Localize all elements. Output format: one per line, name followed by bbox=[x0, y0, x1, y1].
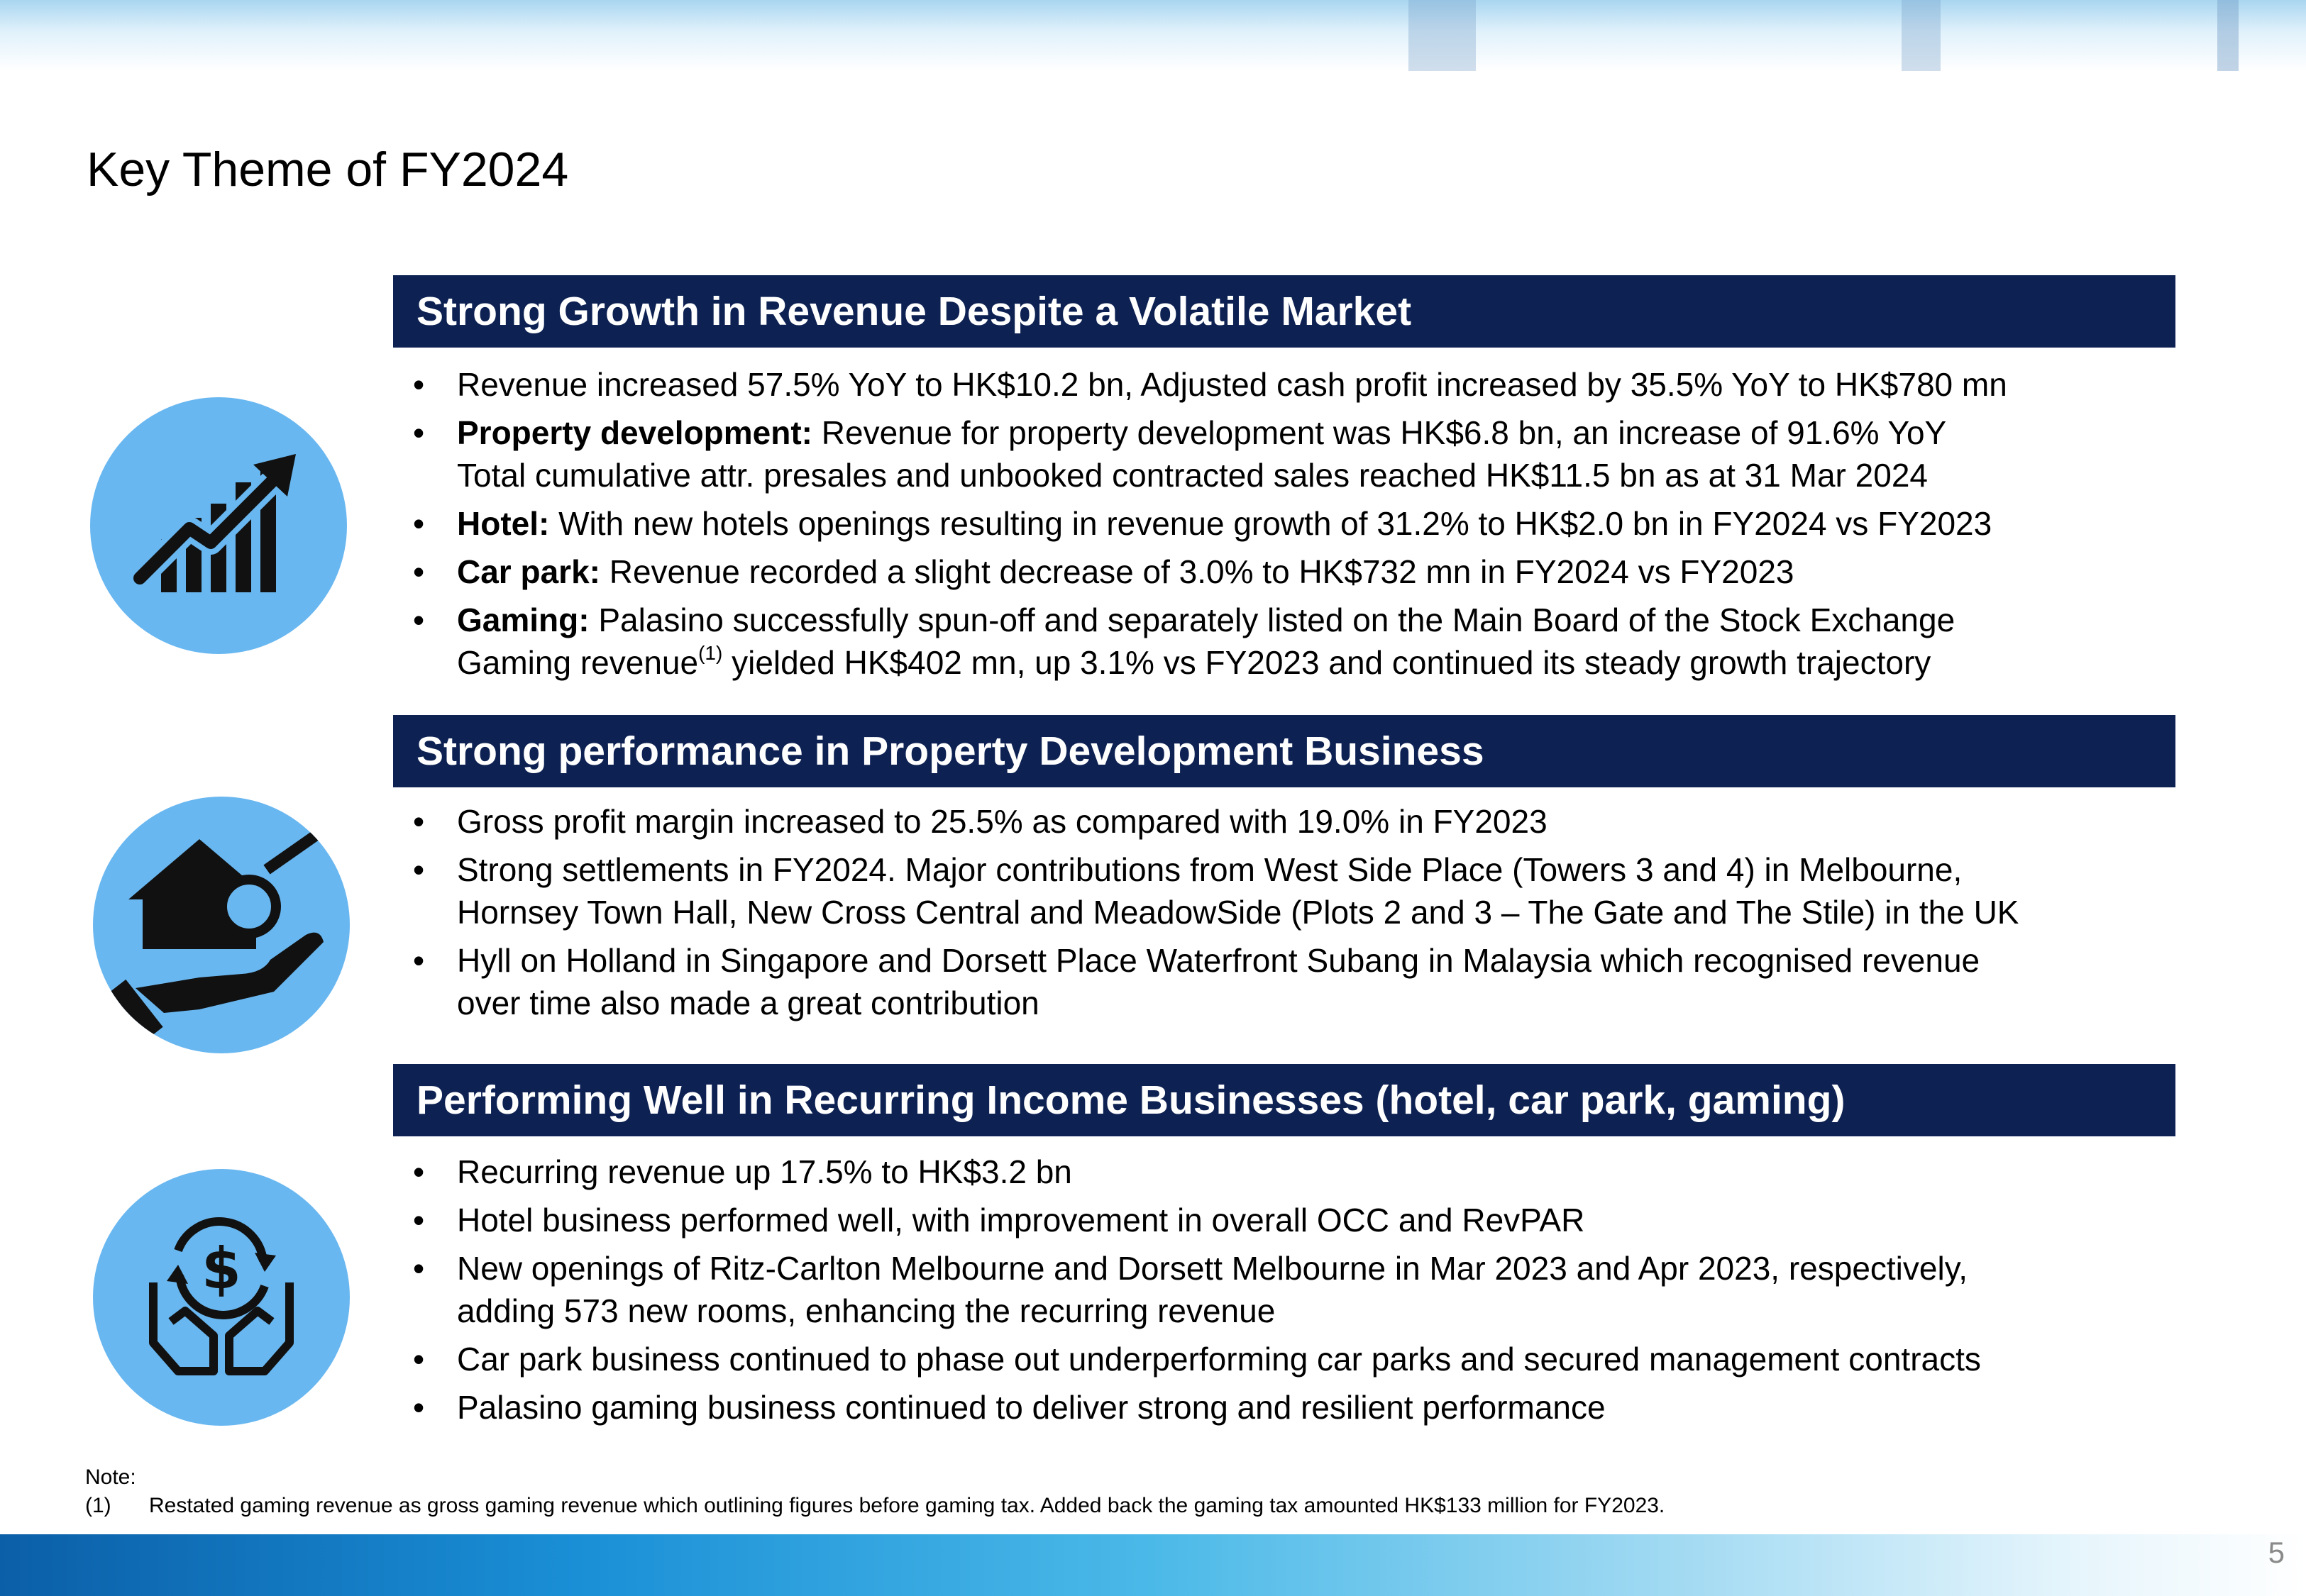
top-decorative-band bbox=[0, 0, 2306, 71]
bullet-list-revenue bbox=[412, 363, 2200, 689]
bullet-text: Palasino successfully spun-off and separately listed on the Main Board of the Stock Exchange bbox=[589, 602, 1955, 638]
svg-text:$: $ bbox=[202, 1236, 241, 1302]
bullet-text: Recurring revenue up 17.5% to HK$3.2 bn bbox=[457, 1153, 1072, 1190]
bullet-text: Revenue recorded a slight decrease of 3.0% to HK$732 mn in FY2024 vs FY2023 bbox=[600, 553, 1794, 590]
section-header-revenue: Strong Growth in Revenue Despite a Volatile Market bbox=[393, 275, 2175, 348]
bullet-text: With new hotels openings resulting in revenue growth of 31.2% to HK$2.0 bn in FY2024 vs FY2023 bbox=[549, 505, 1992, 542]
note-heading: Note: bbox=[85, 1465, 136, 1489]
growth-chart-icon bbox=[90, 397, 347, 654]
recurring-income-hands-icon bbox=[93, 1169, 350, 1426]
bullet-label: Hotel: bbox=[457, 505, 550, 542]
house-key-hand-icon bbox=[93, 797, 350, 1053]
bullet-item bbox=[412, 502, 2200, 545]
bullet-label: Gaming: bbox=[457, 602, 590, 638]
bullet-item bbox=[412, 1386, 2200, 1429]
bullet-item bbox=[412, 1247, 2200, 1332]
band-block bbox=[1408, 0, 1476, 71]
footnote-ref: (1) bbox=[698, 642, 723, 664]
bullet-text: Gross profit margin increased to 25.5% as compared with 19.0% in FY2023 bbox=[457, 803, 1548, 840]
footnote-block bbox=[85, 1463, 1665, 1517]
bullet-label: Car park: bbox=[457, 553, 600, 590]
page-title: Key Theme of FY2024 bbox=[87, 143, 569, 196]
bullet-text: Car park business continued to phase out underperforming car parks and secured management contracts bbox=[457, 1341, 1981, 1378]
house-key-hand-svg bbox=[93, 797, 350, 1053]
bullet-item bbox=[412, 411, 2200, 497]
page-number: 5 bbox=[2268, 1536, 2285, 1569]
bullet-text: Revenue for property development was HK$6.8 bn, an increase of 91.6% YoY bbox=[812, 414, 1947, 451]
bullet-item bbox=[412, 363, 2200, 406]
growth-chart-svg bbox=[90, 397, 347, 654]
bullet-text: Hyll on Holland in Singapore and Dorsett Place Waterfront Subang in Malaysia which recognised revenue bbox=[457, 942, 1980, 979]
bullet-text-continued: adding 573 new rooms, enhancing the recurring revenue bbox=[457, 1292, 1276, 1329]
bullet-list-property bbox=[412, 800, 2200, 1030]
recurring-income-svg bbox=[93, 1169, 350, 1426]
bullet-item bbox=[412, 1151, 2200, 1193]
bullet-label: Property development: bbox=[457, 414, 812, 451]
bullet-item bbox=[412, 939, 2200, 1024]
bullet-text: Palasino gaming business continued to deliver strong and resilient performance bbox=[457, 1389, 1606, 1426]
bullet-item bbox=[412, 1338, 2200, 1380]
bullet-list-recurring bbox=[412, 1151, 2200, 1434]
bullet-item bbox=[412, 550, 2200, 593]
bullet-text-continued: over time also made a great contribution bbox=[457, 985, 1039, 1021]
bullet-text-continued: Total cumulative attr. presales and unbooked contracted sales reached HK$11.5 bn as at 31 Mar 2024 bbox=[457, 457, 1928, 494]
bottom-decorative-band bbox=[0, 1534, 2306, 1596]
band-block bbox=[1902, 0, 1941, 71]
bullet-text: Strong settlements in FY2024. Major contributions from West Side Place (Towers 3 and 4) in Melbourne, bbox=[457, 851, 1963, 888]
bullet-text: New openings of Ritz-Carlton Melbourne and Dorsett Melbourne in Mar 2023 and Apr 2023, respectively, bbox=[457, 1250, 1968, 1287]
band-block bbox=[2217, 0, 2239, 71]
bullet-item bbox=[412, 599, 2200, 684]
section-header-property: Strong performance in Property Development Business bbox=[393, 715, 2175, 787]
bullet-item bbox=[412, 800, 2200, 843]
bullet-text-continued: yielded HK$402 mn, up 3.1% vs FY2023 and continued its steady growth trajectory bbox=[722, 644, 1931, 681]
bullet-text-continued: Hornsey Town Hall, New Cross Central and MeadowSide (Plots 2 and 3 – The Gate and The Stile) in the UK bbox=[457, 894, 2019, 931]
section-header-recurring: Performing Well in Recurring Income Businesses (hotel, car park, gaming) bbox=[393, 1064, 2175, 1136]
bullet-text: Hotel business performed well, with improvement in overall OCC and RevPAR bbox=[457, 1202, 1585, 1238]
bullet-text: Revenue increased 57.5% YoY to HK$10.2 bn, Adjusted cash profit increased by 35.5% YoY to HK$780 mn bbox=[457, 366, 2007, 403]
note-number: (1) bbox=[85, 1494, 111, 1517]
bullet-item bbox=[412, 848, 2200, 933]
bullet-item bbox=[412, 1199, 2200, 1241]
note-text: Restated gaming revenue as gross gaming revenue which outlining figures before gaming tax. Added back the gaming tax amounted HK$133 million for FY2023. bbox=[149, 1494, 1665, 1517]
bullet-text-continued: Gaming revenue bbox=[457, 644, 699, 681]
